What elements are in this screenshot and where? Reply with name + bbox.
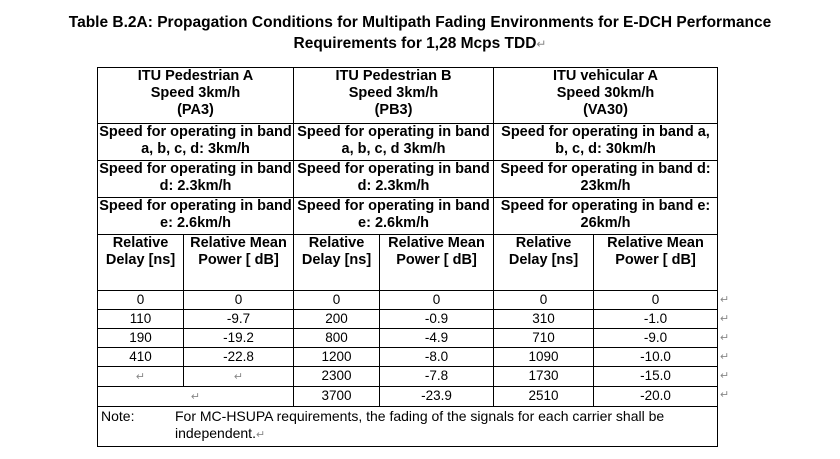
table-row <box>98 367 718 387</box>
delay-cell: 0 <box>294 291 380 310</box>
delay-header-pb3: Relative Delay [ns] <box>294 235 380 291</box>
delay-cell: 1090 <box>494 348 594 367</box>
delay-cell: 0 <box>98 291 184 310</box>
band-abcd-pb3: Speed for operating in band a, b, c, d 3km/h <box>294 124 494 161</box>
delay-cell: 310 <box>494 310 594 329</box>
paragraph-mark-icon: ↵ <box>135 371 146 383</box>
power-header-va30: Relative Mean Power [ dB] <box>594 235 718 291</box>
channel-header-pb3: ITU Pedestrian B Speed 3km/h (PB3) <box>294 68 494 124</box>
note-cell <box>98 407 718 447</box>
power-cell: -10.0 <box>594 348 718 367</box>
power-cell: 0 <box>184 291 294 310</box>
delay-cell: 410 <box>98 348 184 367</box>
power-cell: -9.0 <box>594 329 718 348</box>
delay-header-pa3: Relative Delay [ns] <box>98 235 184 291</box>
row-end-mark-icon: ↵ <box>720 332 730 344</box>
table-row <box>98 291 718 310</box>
power-cell: -23.9 <box>380 387 494 407</box>
band-e-va30: Speed for operating in band e: 26km/h <box>494 198 718 235</box>
channel-header-pa3: ITU Pedestrian A Speed 3km/h (PA3) <box>98 68 294 124</box>
power-cell: -0.9 <box>380 310 494 329</box>
table-row <box>98 387 718 407</box>
delay-cell: 0 <box>494 291 594 310</box>
propagation-conditions-table <box>97 67 718 447</box>
delay-cell: 110 <box>98 310 184 329</box>
band-abcd-va30: Speed for operating in band a, b, c, d: 30km/h <box>494 124 718 161</box>
power-cell: -19.2 <box>184 329 294 348</box>
band-d-pb3: Speed for operating in band d: 2.3km/h <box>294 161 494 198</box>
power-cell: -7.8 <box>380 367 494 387</box>
table-title-line2: Requirements for 1,28 Mcps TDD↵ <box>293 35 547 52</box>
power-cell: -1.0 <box>594 310 718 329</box>
note-text: For MC-HSUPA requirements, the fading of the signals for each carrier shall be independent.↵ <box>175 408 665 441</box>
power-cell <box>184 367 294 387</box>
delay-cell: 200 <box>294 310 380 329</box>
power-header-pb3: Relative Mean Power [ dB] <box>380 235 494 291</box>
delay-cell: 3700 <box>294 387 380 407</box>
band-d-row <box>98 161 718 198</box>
table-row <box>98 310 718 329</box>
paragraph-mark-icon: ↵ <box>233 371 244 383</box>
row-end-mark-icon: ↵ <box>720 351 730 363</box>
delay-cell <box>98 367 184 387</box>
column-header-row <box>98 235 718 291</box>
table-row <box>98 348 718 367</box>
band-e-row <box>98 198 718 235</box>
empty-merged-cell <box>98 387 294 407</box>
delay-cell: 2300 <box>294 367 380 387</box>
band-e-pa3: Speed for operating in band e: 2.6km/h <box>98 198 294 235</box>
paragraph-mark-icon: ↵ <box>190 391 201 403</box>
band-abcd-row <box>98 124 718 161</box>
band-d-pa3: Speed for operating in band d: 2.3km/h <box>98 161 294 198</box>
table-title <box>0 12 840 55</box>
channel-header-va30: ITU vehicular A Speed 30km/h (VA30) <box>494 68 718 124</box>
power-cell: -20.0 <box>594 387 718 407</box>
delay-cell: 2510 <box>494 387 594 407</box>
note-label: Note: <box>101 408 135 424</box>
delay-cell: 1730 <box>494 367 594 387</box>
delay-cell: 1200 <box>294 348 380 367</box>
power-cell: -22.8 <box>184 348 294 367</box>
power-cell: -4.9 <box>380 329 494 348</box>
note-row <box>98 407 718 447</box>
delay-header-va30: Relative Delay [ns] <box>494 235 594 291</box>
paragraph-mark-icon: ↵ <box>255 429 266 441</box>
power-cell: -9.7 <box>184 310 294 329</box>
paragraph-mark-icon: ↵ <box>536 37 547 51</box>
row-end-mark-icon: ↵ <box>720 294 730 306</box>
power-cell: 0 <box>594 291 718 310</box>
delay-cell: 190 <box>98 329 184 348</box>
channel-name-row <box>98 68 718 124</box>
power-cell: -15.0 <box>594 367 718 387</box>
power-cell: -8.0 <box>380 348 494 367</box>
delay-cell: 800 <box>294 329 380 348</box>
table-row <box>98 329 718 348</box>
table-title-line1: Table B.2A: Propagation Conditions for Multipath Fading Environments for E-DCH Performance <box>68 14 772 31</box>
row-end-mark-icon: ↵ <box>720 313 730 325</box>
power-cell: 0 <box>380 291 494 310</box>
delay-cell: 710 <box>494 329 594 348</box>
band-abcd-pa3: Speed for operating in band a, b, c, d: 3km/h <box>98 124 294 161</box>
row-end-mark-icon: ↵ <box>720 389 730 401</box>
band-d-va30: Speed for operating in band d: 23km/h <box>494 161 718 198</box>
power-header-pa3: Relative Mean Power [ dB] <box>184 235 294 291</box>
row-end-mark-icon: ↵ <box>720 370 730 382</box>
band-e-pb3: Speed for operating in band e: 2.6km/h <box>294 198 494 235</box>
